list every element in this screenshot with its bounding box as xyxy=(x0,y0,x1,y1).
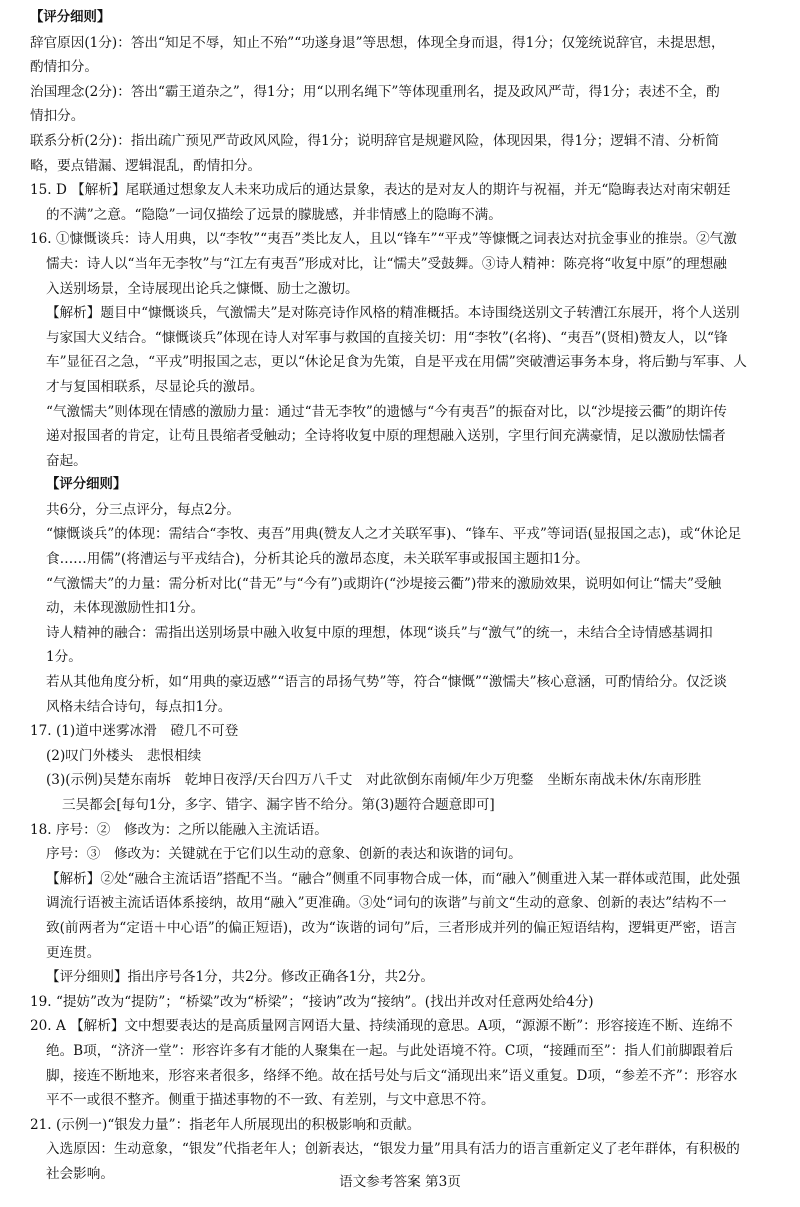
text-line: 懦夫：诗人以“当年无李牧”与“江左有夷吾”形成对比，让“懦夫”受鼓舞。③诗人精神：陈亮将“收复中原”的理想融 xyxy=(46,255,727,272)
text-line: “气激懦夫”的力量：需分析对比(“昔无”与“今有”)或期许(“沙堤接云衢”)带来的激励效果，说明如何让“懦夫”受触 xyxy=(46,575,722,592)
text-line: 【评分细则】 xyxy=(30,10,111,25)
text-line: 16. ①慷慨谈兵：诗人用典，以“李牧”“夷吾”类比友人，且以“锋车”“平戎”等慷慨之词表达对抗金事业的推崇。②气激 xyxy=(30,231,737,248)
text-line: 酌情扣分。 xyxy=(30,59,98,76)
text-line: 车”显征召之急，“平戎”明报国之志，更以“休论足食为先策，自是平戎在用儒”突破漕运事务本身，将后勤与军事、人 xyxy=(46,354,747,371)
text-line: 食……用儒”(将漕运与平戎结合)，分析其论兵的激昂态度，未关联军事或报国主题扣1分。 xyxy=(46,551,589,568)
text-line: 入选原因：生动意象，“银发”代指老年人；创新表达，“银发力量”用具有活力的语言重新定义了老年群体，有积极的 xyxy=(46,1141,740,1158)
text-line: 共6分，分三点评分，每点2分。 xyxy=(46,501,241,518)
text-line: 社会影响。 xyxy=(46,1165,114,1182)
text-line: 情扣分。 xyxy=(30,108,85,125)
text-line: 20. A 【解析】文中想要表达的是高质量网言网语大量、持续涌现的意思。A项，“源源不断”：形容接连不断、连绵不 xyxy=(30,1018,733,1035)
text-line: 【评分细则】指出序号各1分，共2分。修改正确各1分，共2分。 xyxy=(46,969,435,986)
text-line: 辞官原因(1分)：答出“知足不辱，知止不殆”“功遂身退”等思想，体现全身而退，得1分；仅笼统说辞官，未提思想， xyxy=(30,34,725,51)
text-line: 入送别场景，全诗展现出论兵之慷慨、励士之激切。 xyxy=(46,280,359,297)
text-line: 序号：③ 修改为：关键就在于它们以生动的意象、创新的表达和诙谐的词句。 xyxy=(46,846,522,863)
text-line: (3)(示例)吴楚东南坼 乾坤日夜浮/天台四万八千丈 对此欲倒东南倾/年少万兜鍪 坐断东南战未休/东南形胜 xyxy=(46,772,702,789)
text-line: 【评分细则】 xyxy=(46,477,127,493)
text-line: 17. (1)道中迷雾冰滑 磴几不可登 xyxy=(30,723,239,740)
text-line: 与家国大义结合。“慷慨谈兵”体现在诗人对军事与救国的直接关切：用“李牧”(名将)、“夷吾”(贤相)赞友人，以“锋 xyxy=(46,329,728,346)
text-line: 15. D 【解析】尾联通过想象友人未来功成后的通达景象，表达的是对友人的期许与祝福，并无“隐晦表达对南宋朝廷 xyxy=(30,182,731,199)
text-line: “气激懦夫”则体现在情感的激励力量：通过“昔无李牧”的遗憾与“今有夷吾”的振奋对比，以“沙堤接云衢”的期许传 xyxy=(46,403,727,420)
text-line: 平不一或很不整齐。侧重于描述事物的不一致、有差别，与文中意思不符。 xyxy=(46,1092,495,1109)
text-line: 更连贯。 xyxy=(46,944,101,961)
text-line: 的不满”之意。“隐隐”一词仅描绘了远景的朦胧感，并非情感上的隐晦不满。 xyxy=(46,206,502,223)
text-line: 略，要点错漏、逻辑混乱，酌情扣分。 xyxy=(30,157,262,174)
text-line: 绝。B项，“济济一堂”：形容许多有才能的人聚集在一起。与此处语境不符。C项，“接踵而至”：指人们前脚跟着后 xyxy=(46,1042,734,1059)
answer-content xyxy=(30,6,782,1187)
text-line: 调流行语被主流话语体系接纳，故用“融入”更准确。③处“词句的诙谐”与前文“生动的意象、创新的表达”结构不一 xyxy=(46,895,727,912)
text-line: “慷慨谈兵”的体现：需结合“李牧、夷吾”用典(赞友人之才关联军事)、“锋车、平戎”等词语(显报国之志)，或“休论足 xyxy=(46,526,742,543)
text-line: 动，未体现激励性扣1分。 xyxy=(46,600,205,617)
text-line: 三吴都会[每句1分，多字、错字、漏字皆不给分。第(3)题符合题意即可] xyxy=(62,797,495,813)
text-line: 【解析】②处“融合主流话语”搭配不当。“融合”侧重不同事物合成一体，而“融入”侧重进入某一群体或范围，此处强 xyxy=(46,870,741,887)
text-line: 脚，接连不断地来，形容来者很多，络绎不绝。故在括号处与后文“涌现出来”语义重复。D项，“参差不齐”：形容水 xyxy=(46,1067,738,1084)
text-line: 奋起。 xyxy=(46,452,87,469)
text-line: 致(前两者为“定语＋中心语”的偏正短语)，改为“诙谐的词句”后，三者形成并列的偏正短语结构，逻辑更严密，语言 xyxy=(46,919,737,936)
page-footer: 语文参考答案 第3页 xyxy=(339,1174,461,1190)
text-line: 诗人精神的融合：需指出送别场景中融入收复中原的理想，体现“谈兵”与“激气”的统一，未结合全诗情感基调扣 xyxy=(46,624,713,641)
text-line: 18. 序号：② 修改为：之所以能融入主流话语。 xyxy=(30,821,328,838)
text-line: (2)叹门外楼头 悲恨相续 xyxy=(46,747,202,764)
text-line: 19. “提妨”改为“提防”；“桥粱”改为“桥梁”；“接讷”改为“接纳”。(找出并改对任意两处给4分) xyxy=(30,993,594,1010)
text-line: 递对报国者的肯定，让苟且畏缩者受触动；全诗将收复中原的理想融入送别，字里行间充满豪情，足以激励怯懦者 xyxy=(46,428,726,445)
text-line: 联系分析(2分)：指出疏广预见严苛政风风险，得1分；说明辞官是规避风险，体现因果，得1分；逻辑不清、分析简 xyxy=(30,132,720,149)
text-line: 若从其他角度分析，如“用典的豪迈感”“语言的昂扬气势”等，符合“慷慨”“激懦夫”核心意涵，可酌情给分。仅泛谈 xyxy=(46,674,727,691)
text-line: 治国理念(2分)：答出“霸王道杂之”，得1分；用“以刑名绳下”等体现重刑名，提及政风严苛，得1分；表述不全，酌 xyxy=(30,83,720,100)
text-line: 风格未结合诗句，每点扣1分。 xyxy=(46,698,232,715)
text-line: 1分。 xyxy=(46,649,82,666)
text-line: 【解析】题目中“慷慨谈兵，气激懦夫”是对陈亮诗作风格的精准概括。本诗围绕送别文子转漕江东展开，将个人送别 xyxy=(46,305,740,322)
text-line: 21. (示例一)“银发力量”：指老年人所展现出的积极影响和贡献。 xyxy=(30,1116,421,1133)
text-line: 才与复国相联系，尽显论兵的激昂。 xyxy=(46,378,264,395)
